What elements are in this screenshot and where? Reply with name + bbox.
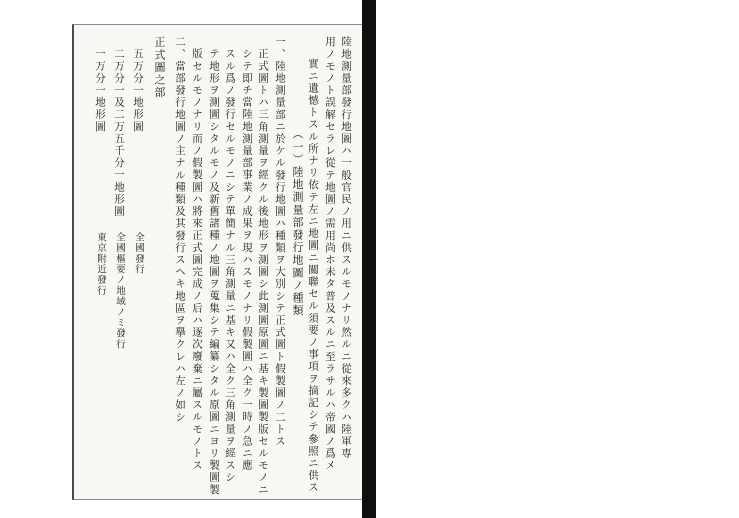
- text-line-11: 二、當部發行地圖ノ主ナル種類及其發行スヘキ地區ヲ擧クレハ左ノ如シ: [174, 36, 186, 424]
- map-type-3: 一万分一地形圖: [94, 48, 106, 133]
- subsection-heading: 正式圖之部: [153, 36, 166, 99]
- map-scope-1: 全國發行: [133, 232, 144, 275]
- text-line-9: テ地形ヲ測圖シタルモノ及新舊諸種ノ地圖ヲ蒐集シテ編纂シタル原圖ニヨリ製圖製: [208, 48, 220, 496]
- text-line-8: スル爲ノ發行セルモノニシテ單簡ナル三角測量ニ基キ又ハ全ク三角測量ヲ經スシ: [224, 48, 236, 484]
- text-line-7: シテ即チ當陸地測量部事業ノ成果ヲ現ハスモノナリ假製圖ハ全ク一時ノ急ニ應: [241, 48, 253, 472]
- map-type-1: 五万分一地形圖: [132, 48, 144, 133]
- text-line-5: 一、陸地測量部ニ於ケル發行地圖ハ種類ヲ大別シテ正式圖ト假製圖ノ二トス: [274, 36, 286, 448]
- text-line-2: 用ノモノト誤解セラレ從テ地圖ノ需用尚ホ未タ普及スルニ至ラサルハ帝國ノ爲メ: [324, 36, 336, 472]
- book-spine: [362, 0, 376, 518]
- map-type-2: 二万分一及二万五千分一地形圖: [113, 48, 125, 218]
- section-heading: （一）陸地測量部發行地圖ノ種類: [291, 128, 304, 317]
- text-line-3: 實ニ遺憾トスル所ナリ依テ左ニ地圖ニ關聯セル須要ノ事項ヲ摘記シテ參照ニ供ス: [307, 58, 319, 494]
- map-scope-3: 東京附近發行: [95, 232, 106, 297]
- text-line-10: 版セルモノナリ而ノ假製圖ハ將來正式圖完成ノ后ハ逐次廢棄ニ屬スルモノトス: [191, 48, 203, 472]
- text-line-6: 正式圖トハ三角測量ヲ經クル後地形ヲ測圖シ此測圖原圖ニ基キ製圖製版セルモノニ: [257, 48, 269, 496]
- text-line-1: 陸地測量部發行地圖ハ一般官民ノ用ニ供スルモノナリ然ルニ從來多クハ陸軍専: [340, 36, 352, 460]
- page-fold-mark: [362, 0, 372, 14]
- map-scope-2: 全國樞要ノ地域ノミ發行: [114, 232, 125, 350]
